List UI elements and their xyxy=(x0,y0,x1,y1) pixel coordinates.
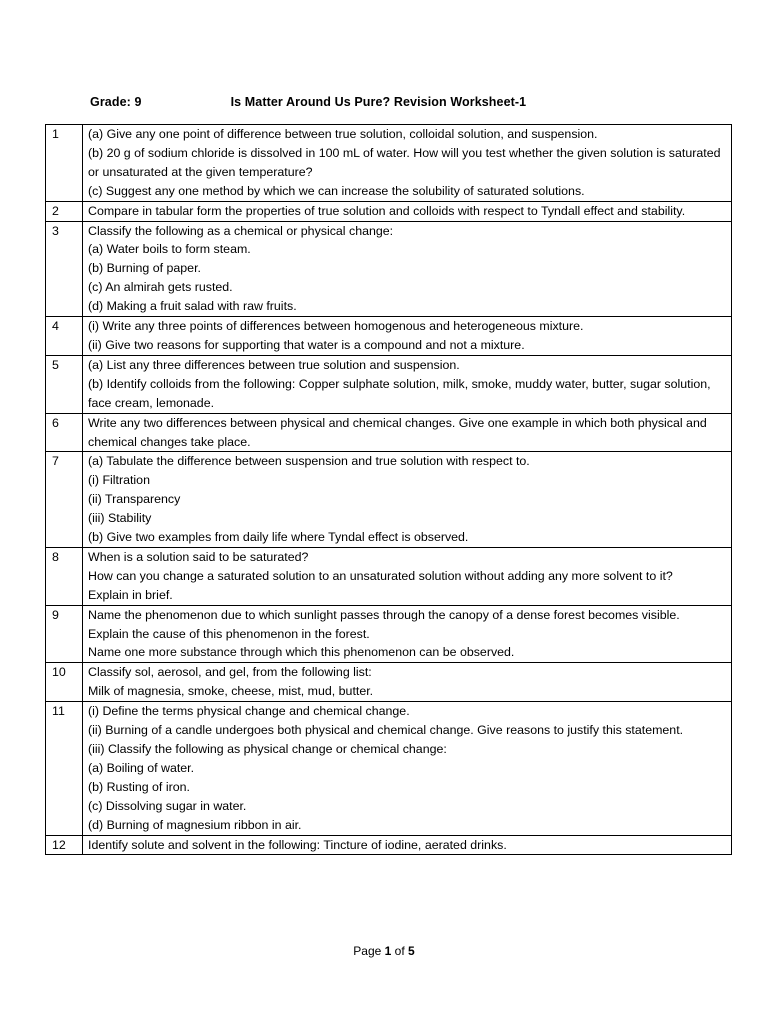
question-row xyxy=(46,221,732,317)
question-text xyxy=(83,355,732,413)
page-word: Page xyxy=(353,944,382,958)
question-text xyxy=(83,835,732,855)
question-number: 5 xyxy=(46,355,83,413)
questions-table-body xyxy=(46,125,732,855)
current-page-number: 1 xyxy=(384,944,392,958)
question-row xyxy=(46,355,732,413)
question-line: Classify the following as a chemical or physical change: xyxy=(88,223,394,238)
question-text xyxy=(83,413,732,452)
question-row xyxy=(46,125,732,202)
question-line: Explain the cause of this phenomenon in the forest. xyxy=(88,626,370,641)
question-line: (c) An almirah gets rusted. xyxy=(88,280,233,295)
question-line: When is a solution said to be saturated? xyxy=(88,549,309,564)
question-line: (a) Boiling of water. xyxy=(88,760,195,775)
question-line: (b) Identify colloids from the following: Copper sulphate solution, milk, smoke, muddy water, butter, sugar solution, face cream, lemonade. xyxy=(88,376,711,410)
question-line: (ii) Transparency xyxy=(88,492,181,507)
question-number: 2 xyxy=(46,201,83,221)
question-line: (ii) Burning of a candle undergoes both physical and chemical change. Give reasons to justify this statement. xyxy=(88,723,684,738)
question-text xyxy=(83,221,732,317)
question-line: (b) Burning of paper. xyxy=(88,261,201,276)
question-row xyxy=(46,201,732,221)
question-number: 10 xyxy=(46,663,83,702)
question-line: (b) Rusting of iron. xyxy=(88,779,190,794)
question-text xyxy=(83,605,732,663)
worksheet-title: Is Matter Around Us Pure? Revision Worksheet-1 xyxy=(230,95,527,109)
question-line: (d) Burning of magnesium ribbon in air. xyxy=(88,817,302,832)
question-line: (i) Define the terms physical change and chemical change. xyxy=(88,704,410,719)
question-line: (iii) Stability xyxy=(88,511,152,526)
question-row xyxy=(46,547,732,605)
question-line: Compare in tabular form the properties of true solution and colloids with respect to Tyndall effect and stability. xyxy=(88,203,686,218)
page-footer xyxy=(0,944,768,958)
question-line: (a) Give any one point of difference between true solution, colloidal solution, and suspension. xyxy=(88,127,598,141)
question-line: How can you change a saturated solution to an unsaturated solution without adding any more solvent to it? xyxy=(88,568,673,583)
question-text xyxy=(83,702,732,835)
question-number: 7 xyxy=(46,452,83,548)
question-line: Identify solute and solvent in the following: Tincture of iodine, aerated drinks. xyxy=(88,837,507,852)
question-row xyxy=(46,663,732,702)
question-line: (c) Dissolving sugar in water. xyxy=(88,798,247,813)
question-number: 9 xyxy=(46,605,83,663)
question-number: 12 xyxy=(46,835,83,855)
question-line: Write any two differences between physical and chemical changes. Give one example in which both physical and chemical changes take place. xyxy=(88,415,707,449)
question-line: (iii) Classify the following as physical change or chemical change: xyxy=(88,742,447,756)
question-number: 4 xyxy=(46,317,83,356)
question-line: (c) Suggest any one method by which we can increase the solubility of saturated solutions. xyxy=(88,183,585,198)
question-row xyxy=(46,452,732,548)
question-row xyxy=(46,413,732,452)
question-line: Milk of magnesia, smoke, cheese, mist, mud, butter. xyxy=(88,684,374,699)
question-line: (a) List any three differences between true solution and suspension. xyxy=(88,357,460,372)
question-number: 6 xyxy=(46,413,83,452)
questions-table xyxy=(45,124,732,855)
question-line: Classify sol, aerosol, and gel, from the following list: xyxy=(88,665,372,680)
question-line: (ii) Give two reasons for supporting that water is a compound and not a mixture. xyxy=(88,337,525,352)
question-number: 8 xyxy=(46,547,83,605)
question-line: (a) Tabulate the difference between suspension and true solution with respect to. xyxy=(88,454,530,469)
question-line: (b) 20 g of sodium chloride is dissolved in 100 mL of water. How will you test whether the given solution is saturated or unsaturated at the given temperature? xyxy=(88,145,721,179)
question-line: (i) Write any three points of differences between homogenous and heterogeneous mixture. xyxy=(88,319,584,334)
question-line: Name one more substance through which this phenomenon can be observed. xyxy=(88,645,515,660)
question-text xyxy=(83,125,732,202)
question-line: (a) Water boils to form steam. xyxy=(88,242,251,257)
question-line: Name the phenomenon due to which sunlight passes through the canopy of a dense forest becomes visible. xyxy=(88,607,680,622)
of-word: of xyxy=(394,944,405,958)
question-row xyxy=(46,835,732,855)
question-text xyxy=(83,547,732,605)
question-text xyxy=(83,452,732,548)
question-number: 11 xyxy=(46,702,83,835)
question-line: (i) Filtration xyxy=(88,473,150,488)
total-pages-number: 5 xyxy=(408,944,415,958)
question-number: 1 xyxy=(46,125,83,202)
question-line: (d) Making a fruit salad with raw fruits. xyxy=(88,299,297,314)
question-text xyxy=(83,663,732,702)
question-line: Explain in brief. xyxy=(88,587,173,602)
question-number: 3 xyxy=(46,221,83,317)
grade-label: Grade: 9 xyxy=(90,95,142,109)
question-text xyxy=(83,317,732,356)
question-text xyxy=(83,201,732,221)
question-row xyxy=(46,605,732,663)
question-line: (b) Give two examples from daily life where Tyndal effect is observed. xyxy=(88,530,469,545)
question-row xyxy=(46,317,732,356)
question-row xyxy=(46,702,732,835)
worksheet-header xyxy=(90,95,526,109)
